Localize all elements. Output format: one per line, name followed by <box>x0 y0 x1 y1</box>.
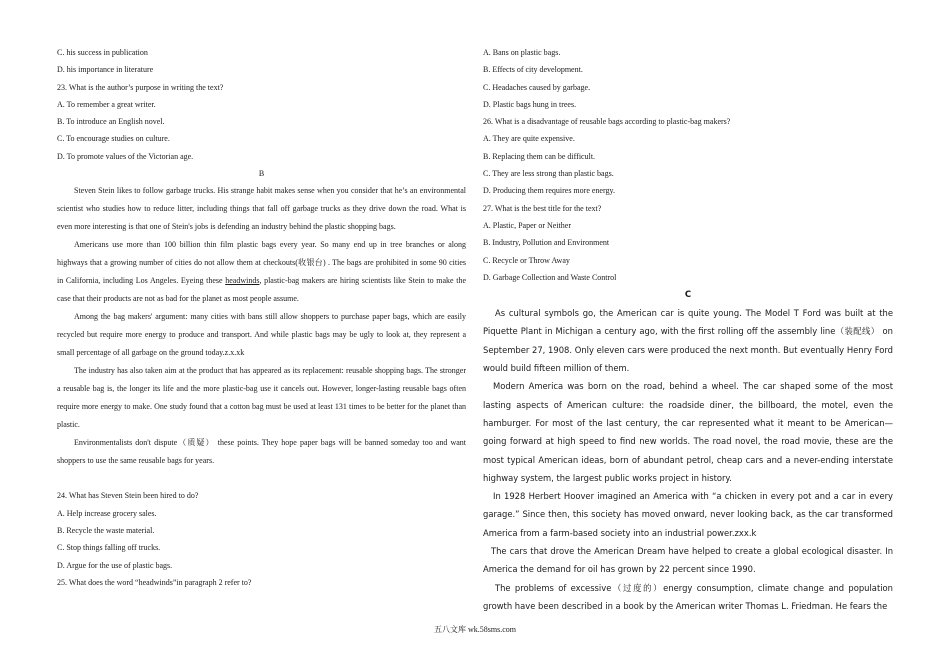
question-25: 25. What does the word “headwinds”in paragraph 2 refer to? <box>57 577 252 587</box>
footer-watermark: 五八文库 wk.58sms.com <box>434 625 516 634</box>
passage-b-paragraph-2 <box>57 236 466 308</box>
option-line: D. Garbage Collection and Waste Control <box>483 272 617 282</box>
option-line: D. To promote values of the Victorian age. <box>57 151 194 161</box>
passage-c-paragraph-1: As cultural symbols go, the American car is quite young. The Model T Ford was built at the Piquette Plant in Michigan a century ago, with the first rolling off the assembly line（装配线） on September 27, 1908. Only eleven cars were produced the next month. But eventually Henry Ford would build fifteen million of them. <box>483 308 893 374</box>
passage-c-paragraph-3: In 1928 Herbert Hoover imagined an America with “a chicken in every pot and a car in every garage.” Since then, this society has moved onward, never looking back, as the car transformed America from a farm-based society into an industrial power.zxx.k <box>483 491 893 538</box>
passage-b-paragraph-3: Among the bag makers' argument: many cities with bans still allow shoppers to purchase paper bags, which are easily recycled but require more energy to produce and transport. And while plastic bags may be ugly to look at, they represent a small percentage of all garbage on the ground today.z.x.xk <box>57 312 466 358</box>
question-26: 26. What is a disadvantage of reusable bags according to plastic-bag makers? <box>483 117 731 127</box>
option-line: D. Argue for the use of plastic bags. <box>57 560 173 570</box>
option-line: D. Plastic bags hung in trees. <box>483 99 577 109</box>
option-line: A. Help increase grocery sales. <box>57 508 157 518</box>
left-column <box>57 44 466 591</box>
option-line: C. his success in publication <box>57 48 148 57</box>
option-line: B. Effects of city development. <box>483 65 583 75</box>
option-line: D. his importance in literature <box>57 65 154 75</box>
option-line: C. They are less strong than plastic bags. <box>483 169 614 179</box>
passage-c-paragraph-5: The problems of excessive（过度的）energy consumption, climate change and population growth have been described in a book by the American writer Thomas L. Friedman. He fears the <box>483 582 893 611</box>
passage-b-paragraph-5: Environmentalists don't dispute（质疑） these points. They hope paper bags will be banned someday too and want shoppers to use the same reusable bags for years. <box>57 438 466 466</box>
question-23: 23. What is the author’s purpose in writing the text? <box>57 82 224 92</box>
option-line: C. Recycle or Throw Away <box>483 255 570 265</box>
passage-b-paragraph-4: The industry has also taken aim at the product that has appeared as its replacement: reusable shopping bags. The stronger a reusable bag is, the longer its life and the more plastic-bag use it cancels out. However, longer-lasting reusable bags often require more energy to make. One study found that a cotton bag must be used at least 131 times to be better for the planet than plastic. <box>57 366 466 430</box>
paragraph-2-text-a: Americans use more than 100 billion thin film plastic bags every year. So many end up in tree branches or along highways that a growing number of cities do not allow them at checkouts(收银台) . The bags are prohibited in some 90 cities in California, including Los Angeles. Eyeing these <box>57 240 466 286</box>
question-27: 27. What is the best title for the text? <box>483 203 602 213</box>
passage-c-paragraph-4: The cars that drove the American Dream have helped to create a global ecological disaster. In America the demand for oil has grown by 22 percent since 1990. <box>483 546 893 575</box>
option-line: B. Recycle the waste material. <box>57 525 155 535</box>
passage-b-paragraph-1: Steven Stein likes to follow garbage trucks. His strange habit makes sense when you consider that he’s an environmental scientist who studies how to reduce litter, including things that fall off garbage trucks as they drive down the road. What is even more interesting is that one of Stein's jobs is defending an industry behind the plastic shopping bags. <box>57 186 466 232</box>
section-c-heading: C <box>684 290 692 301</box>
headwinds-underlined-word: headwinds <box>225 276 260 286</box>
option-line: A. They are quite expensive. <box>483 134 575 144</box>
option-line: A. Bans on plastic bags. <box>483 48 561 57</box>
option-line: A. To remember a great writer. <box>57 99 156 109</box>
passage-c-paragraph-2: Modern America was born on the road, behind a wheel. The car shaped some of the most lasting aspects of American culture: the roadside diner, the billboard, the motel, even the hamburger. For most of the last century, the car represented what it meant to be American—going forward at high speed to find new worlds. The road novel, the road movie, these are the most typical American ideas, born of abundant petrol, cheap cars and a never-ending interstate highway system, the largest public works project in history. <box>483 381 893 483</box>
option-line: D. Producing them requires more energy. <box>483 186 615 196</box>
option-line: B. To introduce an English novel. <box>57 117 165 127</box>
question-24: 24. What has Steven Stein been hired to do? <box>57 491 199 501</box>
paragraph-2-text-b: , plastic-bag makers are hiring scientists like Stein to make the case that their products are not as bad for the planet as most people assume. <box>57 276 466 304</box>
right-column <box>483 44 893 615</box>
option-line: B. Replacing them can be difficult. <box>483 151 596 161</box>
option-line: C. Headaches caused by garbage. <box>483 82 591 92</box>
section-b-heading: B <box>258 169 265 179</box>
option-line: A. Plastic, Paper or Neither <box>483 220 571 230</box>
option-line: C. To encourage studies on culture. <box>57 134 170 144</box>
option-line: C. Stop things falling off trucks. <box>57 543 161 553</box>
spacer <box>57 470 466 487</box>
option-line: B. Industry, Pollution and Environment <box>483 238 610 248</box>
